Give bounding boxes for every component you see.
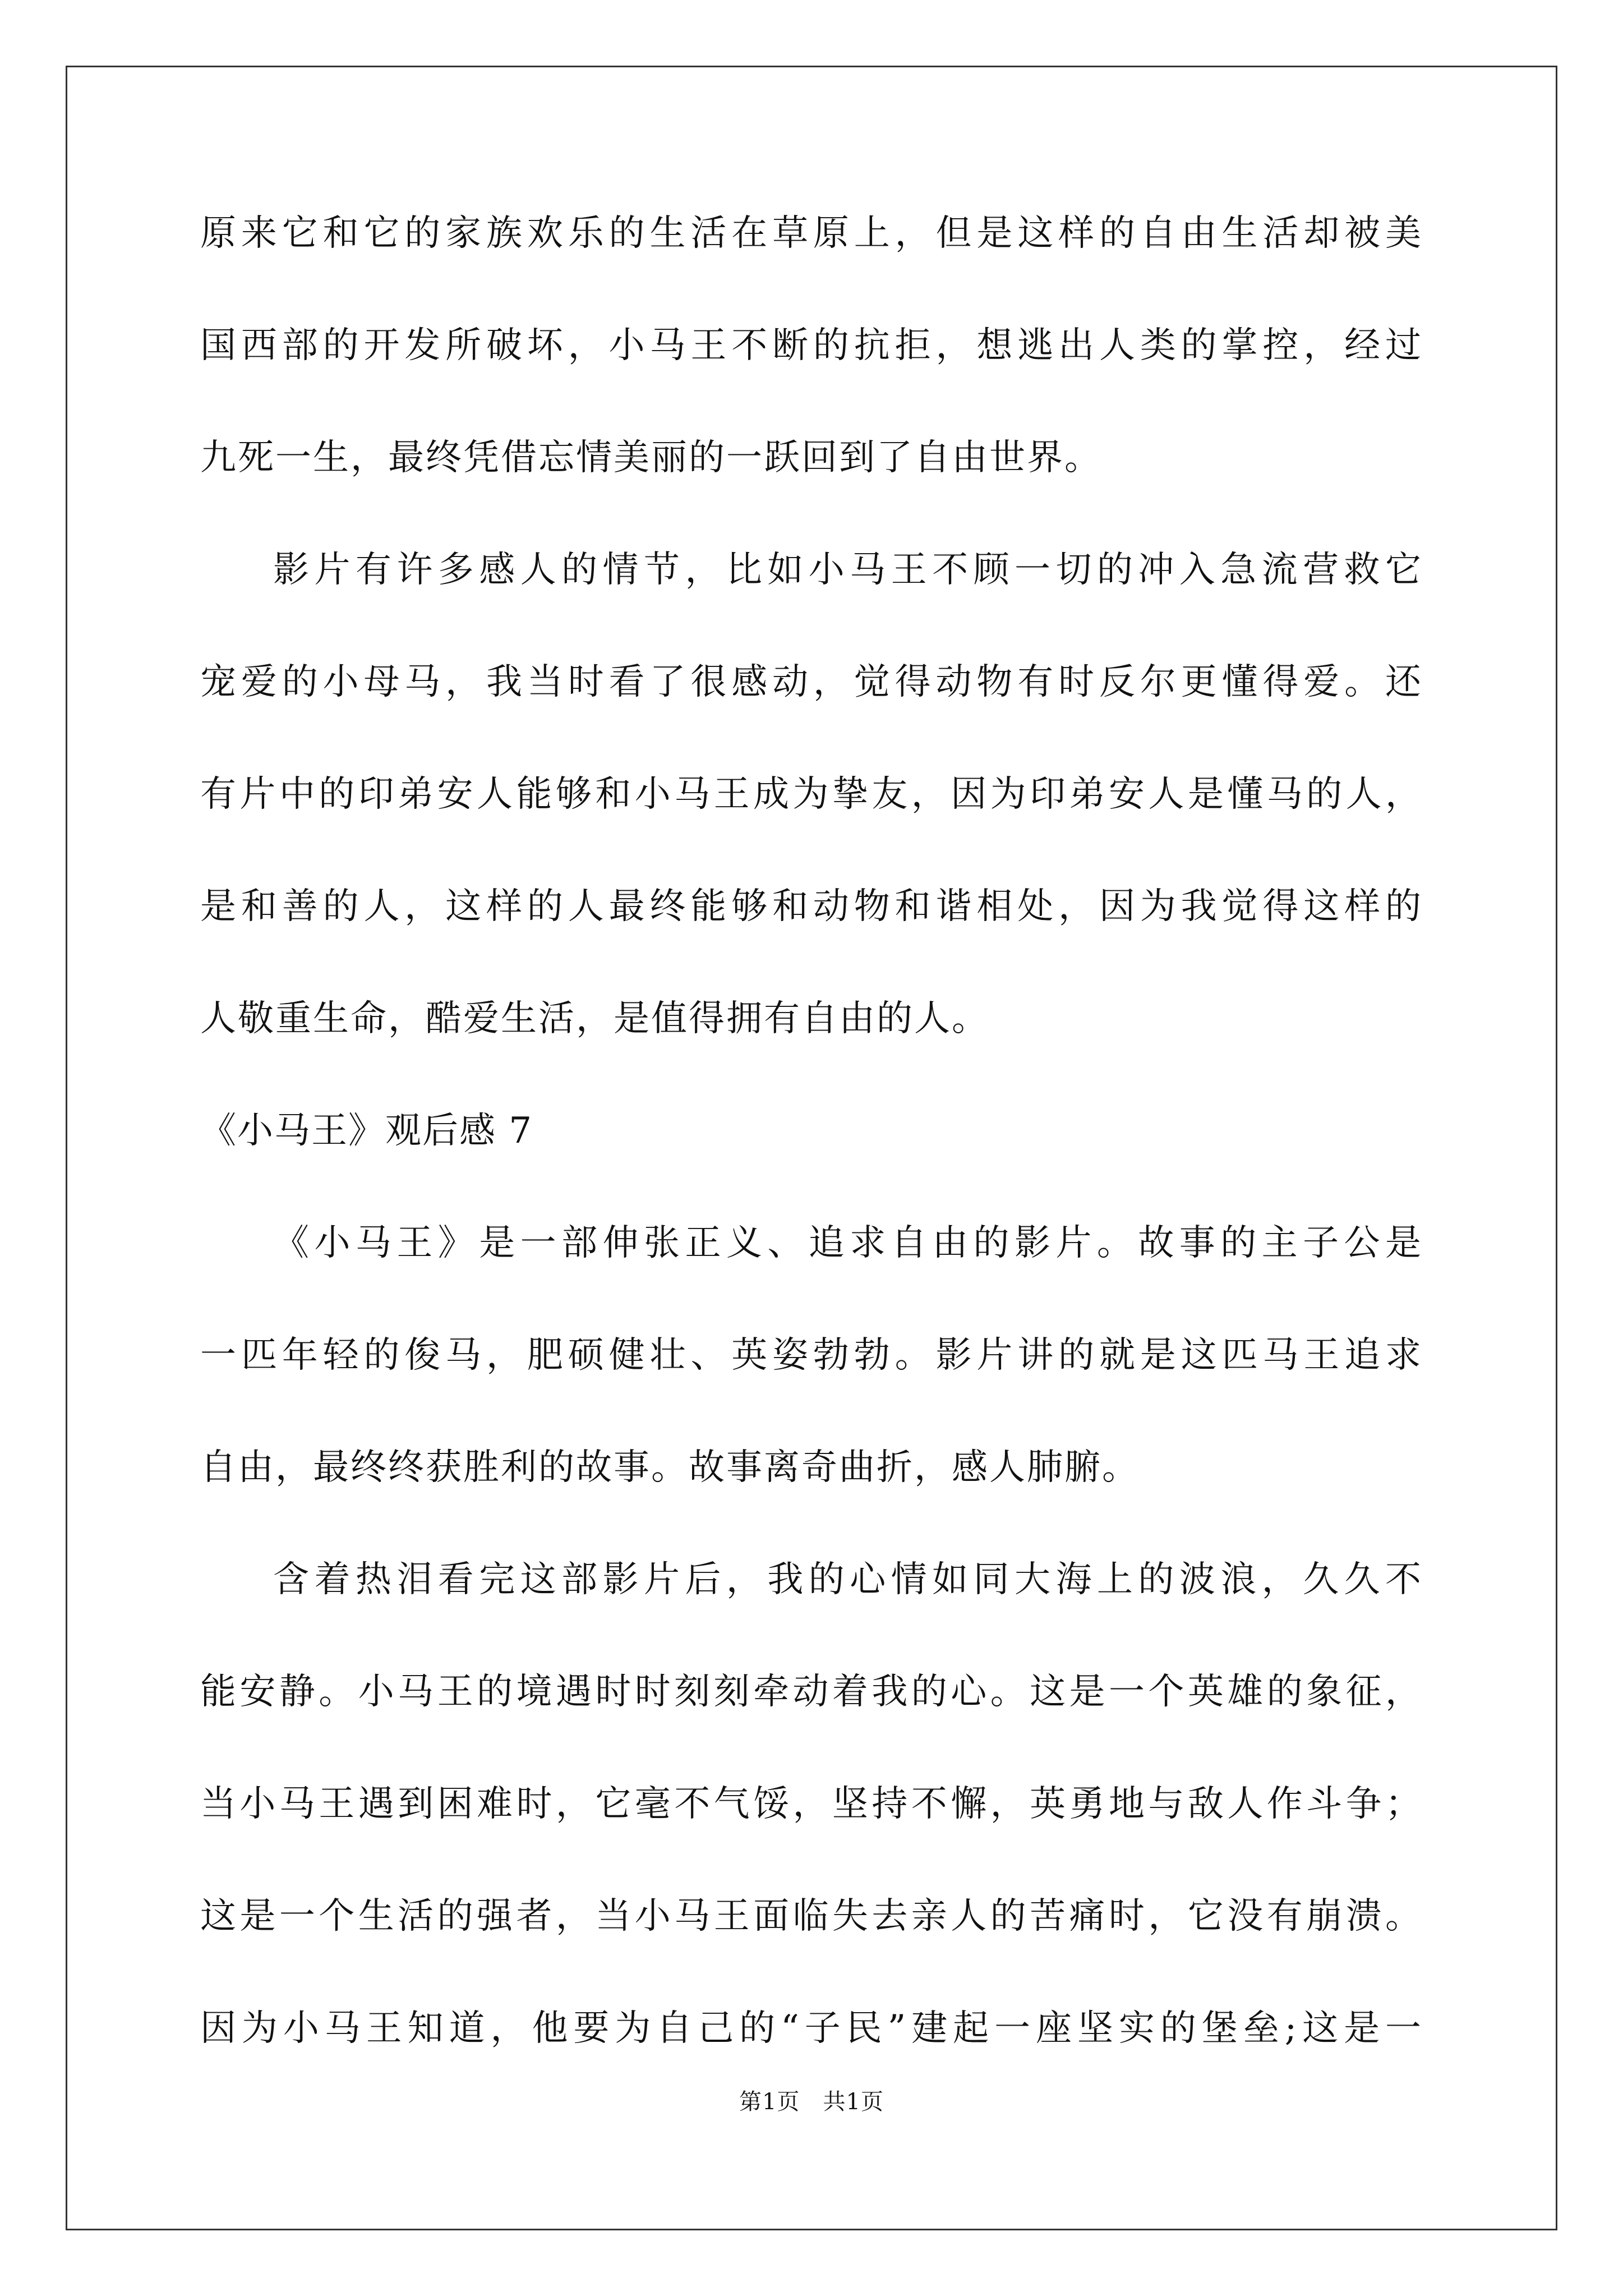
paragraph-line: 当小马王遇到困难时，它毫不气馁，坚持不懈，英勇地与敌人作斗争； (200, 1783, 1423, 1825)
paragraph-line: 宠爱的小母马，我当时看了很感动，觉得动物有时反尔更懂得爱。还 (200, 661, 1423, 703)
paragraph-line: 人敬重生命，酷爱生活，是值得拥有自由的人。 (200, 998, 989, 1039)
paragraph-line: 因为小马王知道，他要为自己的“子民”建起一座坚实的堡垒;这是一 (200, 2008, 1423, 2049)
paragraph-line: 原来它和它的家族欢乐的生活在草原上，但是这样的自由生活却被美 (200, 213, 1423, 254)
document-body (200, 206, 1423, 2114)
paragraph-line: 含着热泪看完这部影片后，我的心情如同大海上的波浪，久久不 (273, 1559, 1423, 1600)
paragraph-line: 国西部的开发所破坏，小马王不断的抗拒，想逃出人类的掌控，经过 (200, 325, 1423, 366)
paragraph-line: 九死一生，最终凭借忘情美丽的一跃回到了自由世界。 (200, 437, 1102, 478)
paragraph-line: 一匹年轻的俊马，肥硕健壮、英姿勃勃。影片讲的就是这匹马王追求 (200, 1335, 1423, 1376)
paragraph-line: 能安静。小马王的境遇时时刻刻牵动着我的心。这是一个英雄的象征， (200, 1671, 1423, 1713)
paragraph-line: 是和善的人，这样的人最终能够和动物和谐相处，因为我觉得这样的 (200, 886, 1423, 927)
paragraph-line: 影片有许多感人的情节，比如小马王不顾一切的冲入急流营救它 (273, 549, 1423, 591)
paragraph-line: 自由，最终终获胜利的故事。故事离奇曲折，感人肺腑。 (200, 1447, 1140, 1488)
paragraph-line: 有片中的印弟安人能够和小马王成为挚友，因为印弟安人是懂马的人， (200, 774, 1423, 815)
section-heading: 《小马王》观后感 7 (200, 1110, 533, 1152)
paragraph-line: 《小马王》是一部伸张正义、追求自由的影片。故事的主子公是 (273, 1222, 1423, 1264)
page-footer: 第1页 共1页 (739, 2089, 884, 2115)
paragraph-line: 这是一个生活的强者，当小马王面临失去亲人的苦痛时，它没有崩溃。 (200, 1895, 1423, 1937)
